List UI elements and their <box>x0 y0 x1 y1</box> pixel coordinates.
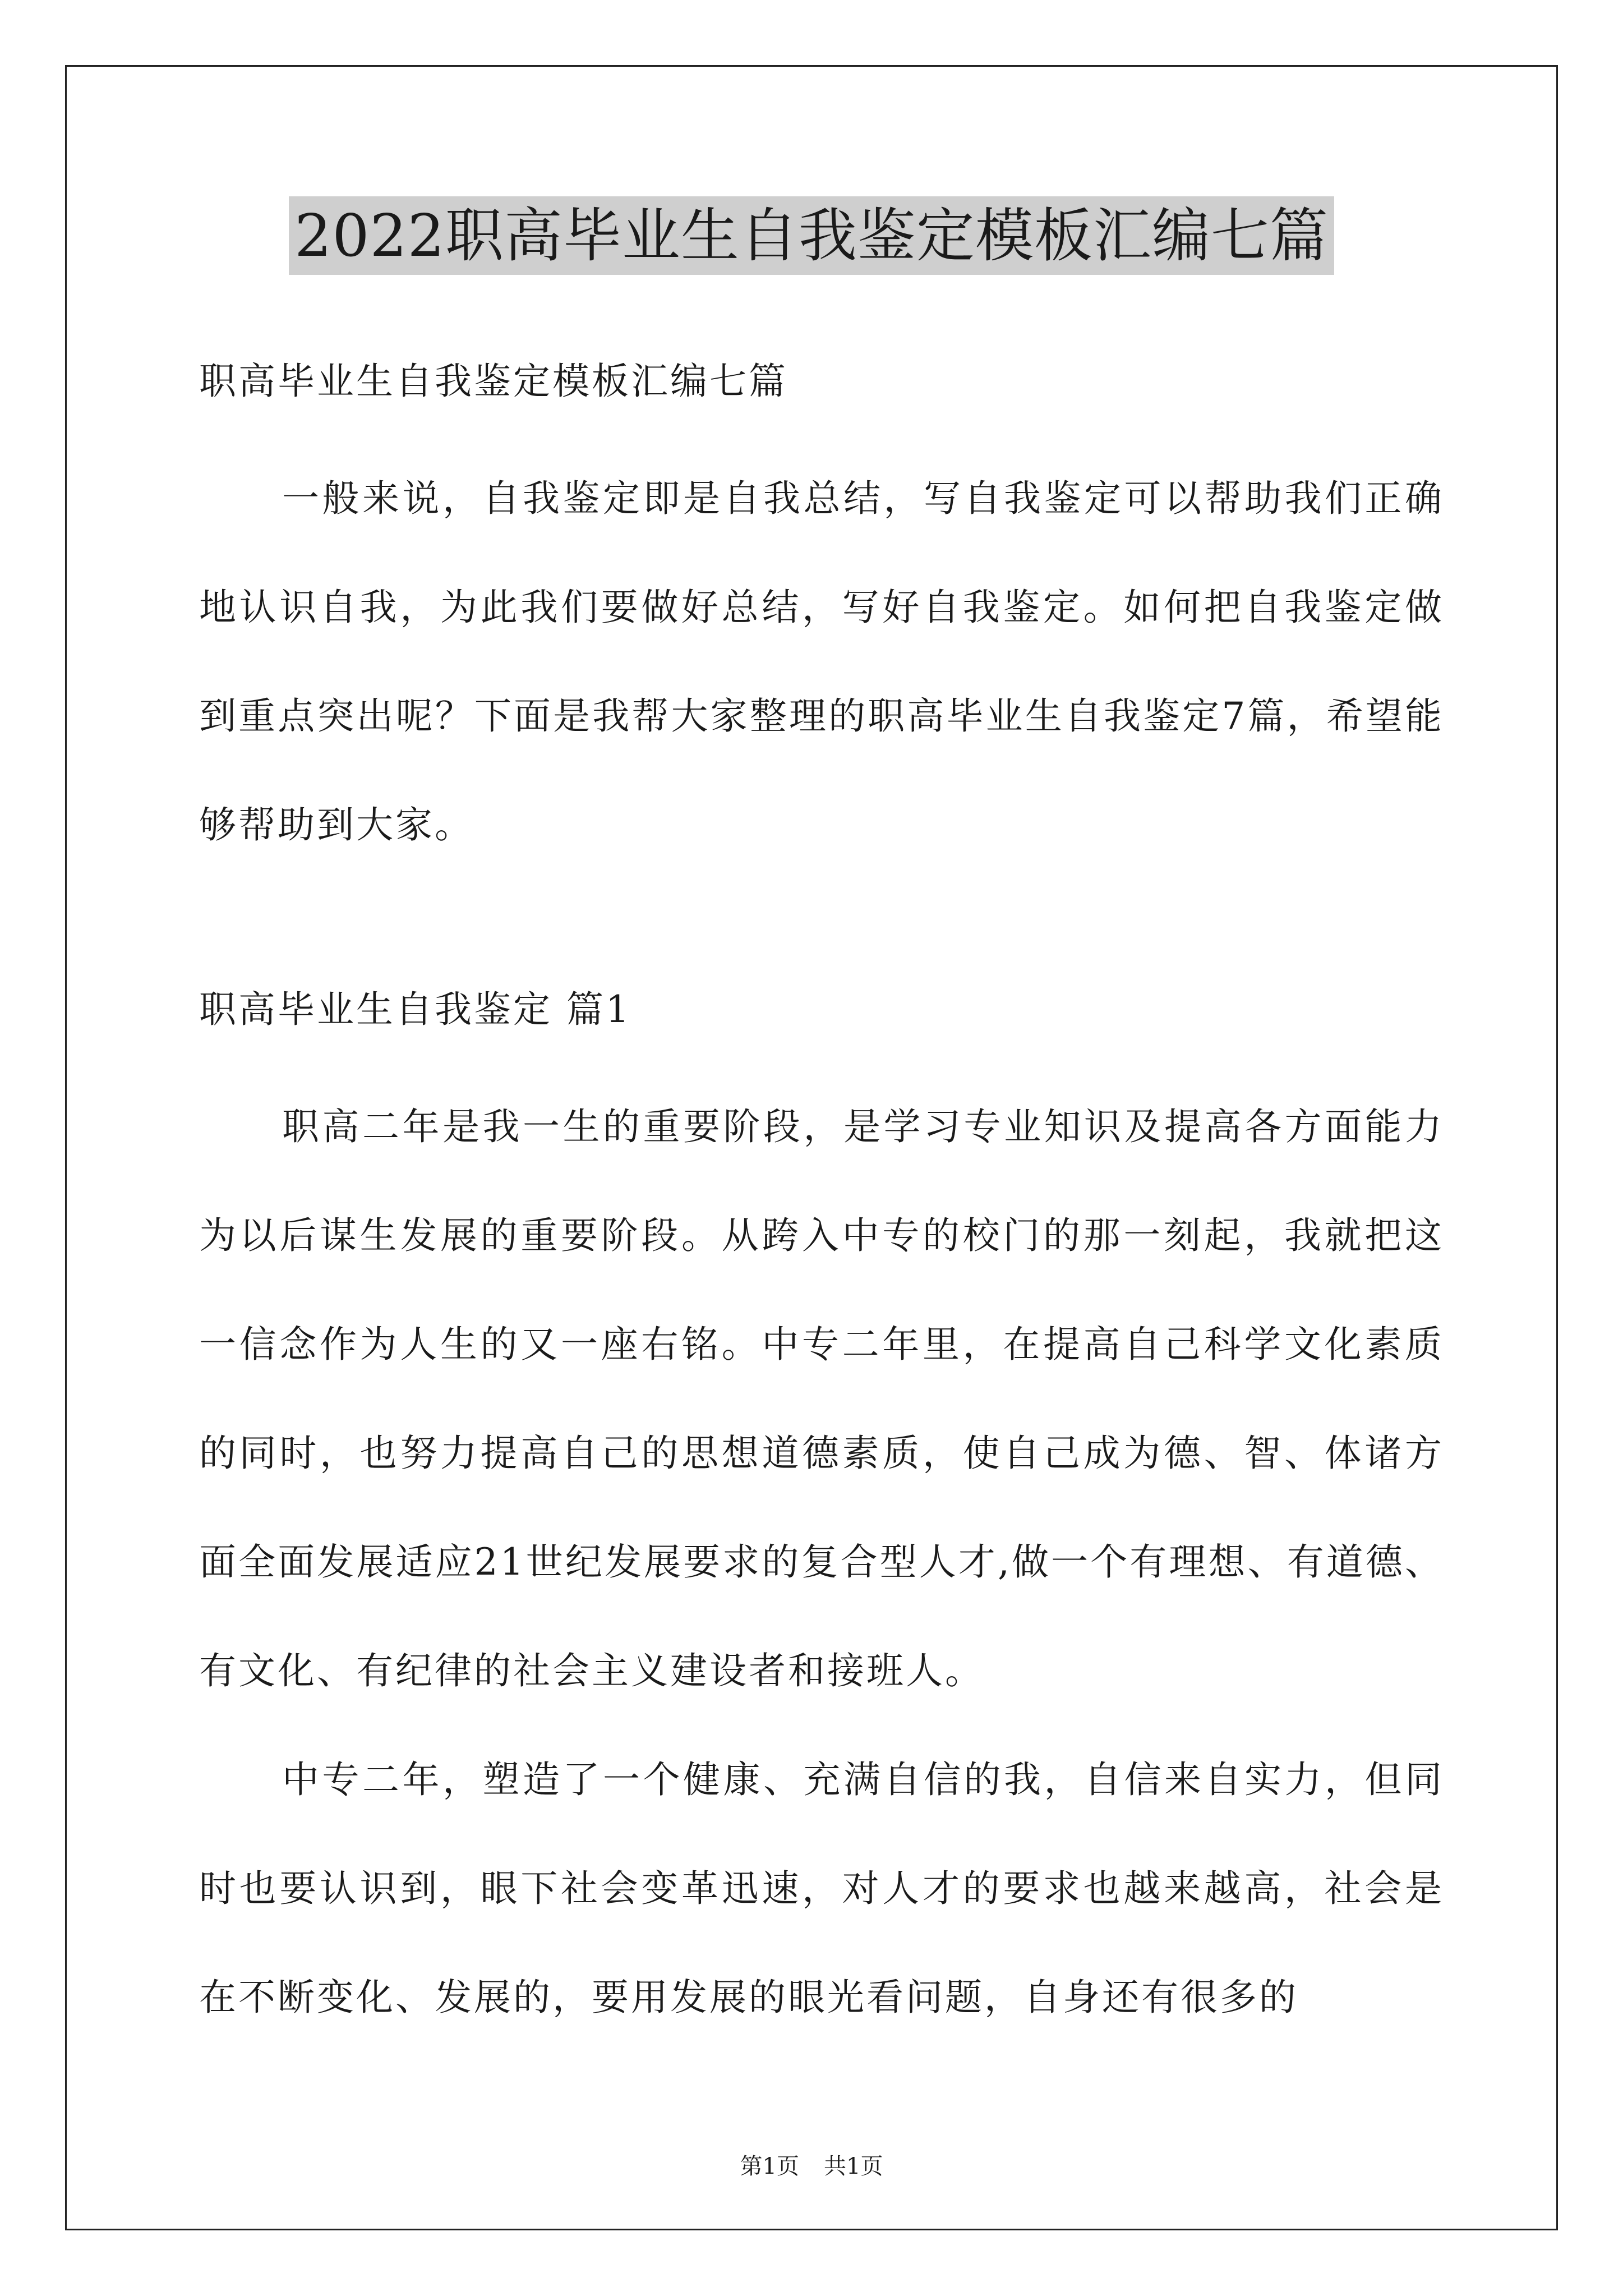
page-total: 共1页 <box>824 2154 883 2179</box>
document-subtitle: 职高毕业生自我鉴定模板汇编七篇 <box>199 360 788 403</box>
section-heading: 职高毕业生自我鉴定 篇1 <box>199 988 631 1031</box>
document-body <box>199 348 1444 2052</box>
page-footer <box>0 2150 1623 2183</box>
document-title: 2022职高毕业生自我鉴定模板汇编七篇 <box>289 196 1334 275</box>
body-paragraph-2: 中专二年，塑造了一个健康、充满自信的我，自信来自实力，但同时也要认识到，眼下社会变革迅速，对人才的要求也越来越高，社会是在不断变化、发展的，要用发展的眼光看问题，自身还有很多的 <box>199 1758 1444 2019</box>
title-wrapper <box>0 196 1623 275</box>
intro-paragraph: 一般来说，自我鉴定即是自我总结，写自我鉴定可以帮助我们正确地认识自我，为此我们要做好总结，写好自我鉴定。如何把自我鉴定做到重点突出呢？下面是我帮大家整理的职高毕业生自我鉴定7篇，希望能够帮助到大家。 <box>199 477 1444 846</box>
page-number: 第1页 <box>740 2154 799 2179</box>
body-paragraph-1: 职高二年是我一生的重要阶段，是学习专业知识及提高各方面能力为以后谋生发展的重要阶段。从跨入中专的校门的那一刻起，我就把这一信念作为人生的又一座右铭。中专二年里，在提高自己科学文化素质的同时，也努力提高自己的思想道德素质，使自己成为德、智、体诸方面全面发展适应21世纪发展要求的复合型人才,做一个有理想、有道德、有文化、有纪律的社会主义建设者和接班人。 <box>199 1105 1444 1692</box>
